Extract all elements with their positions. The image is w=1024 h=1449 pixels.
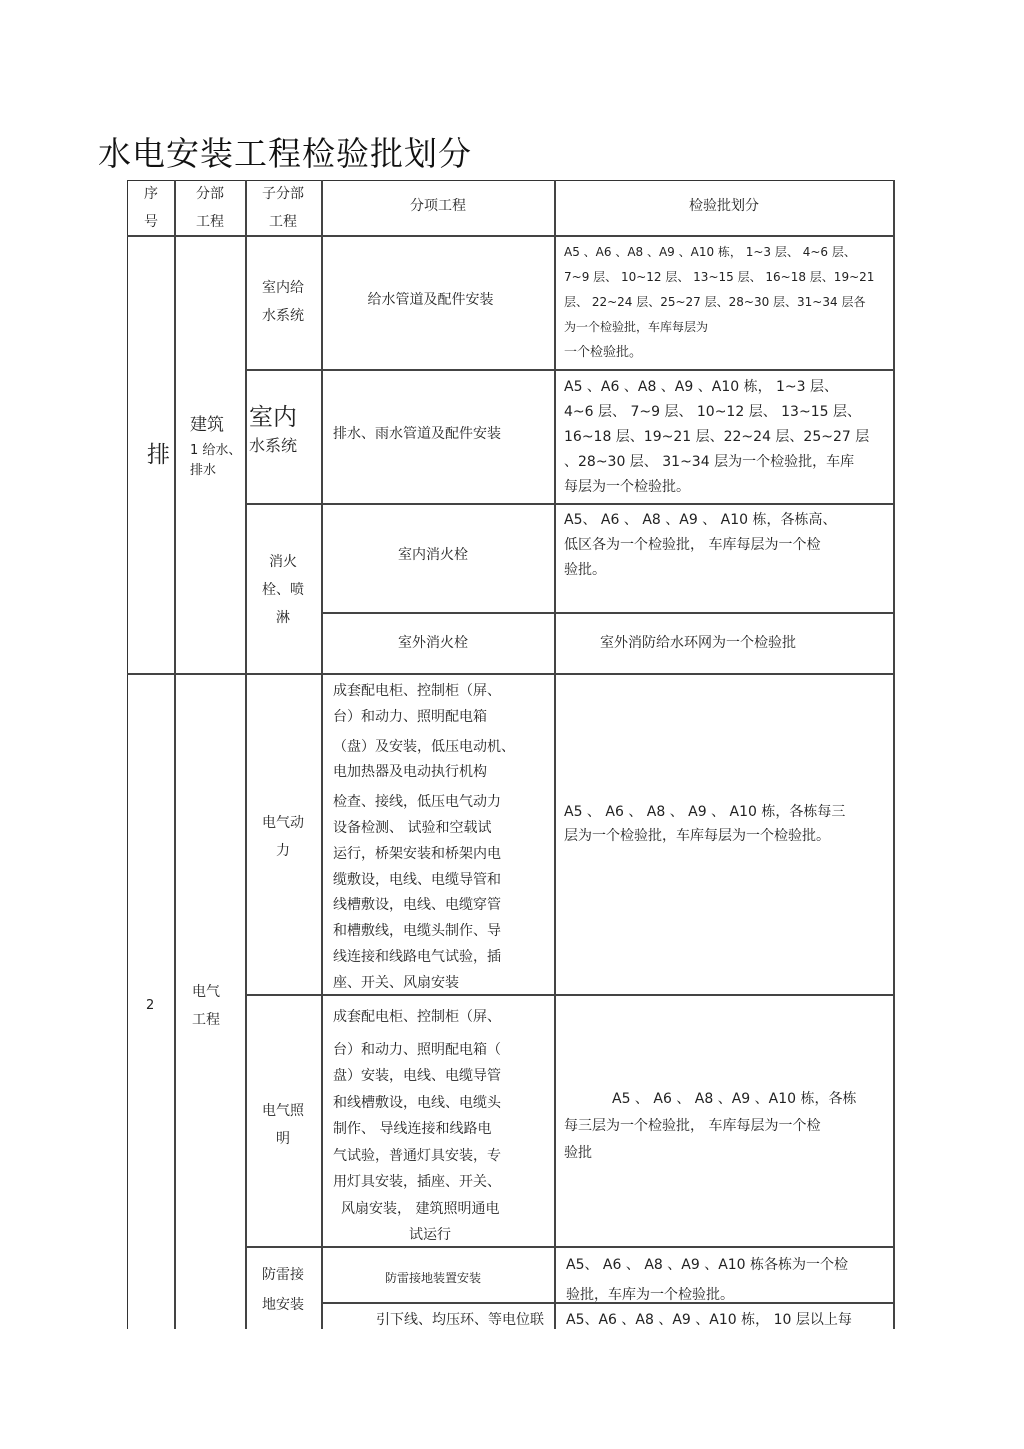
col-line [245,180,247,1329]
row-line [245,503,894,505]
subdivision-cell: 防雷接 地安装 [262,1267,304,1313]
item-cell: 成套配电柜、控制柜（屏、 台）和动力、照明配电箱 （盘）及安装，低压电动机、 电加热器及电动执行机构 检查、接线，低压电气动力 设备检测、 试验和空载试 运行，桥架安装和桥架内电 缆敷设，电线、电缆导管和 线槽敷设，电线、电缆穿管 和槽敷线，电缆头制作、导 线连接和线路电气试验，插 座、开关、风扇安装 [333,683,515,991]
batch-cell: A5 、 A6 、 A8 、 A9 、 A10 栋，各栋每三 层为一个检验批，车库每层为一个检验批。 [564,804,846,844]
batch-cell: A5 、A6 、A8 、A9 、A10 栋， 1~3 层、 4~6 层、 7~9 层、 10~12 层、 13~15 层、 16~18 层、19~21 层、 22~24 层、25~27 层、28~30 层、31~34 层各 为一个检验批，车库每层为 一个检验批。 [564,245,875,360]
section-seq: 2 [146,998,155,1013]
batch-cell: 室外消防给水环网为一个检验批 [600,635,796,651]
batch-cell: A5、 A6 、 A8 、A9 、 A10 栋，各栋高、 低区各为一个检验批， 车库每层为一个检 验批。 [564,512,837,578]
section-division: 建筑 1 给水、 排水 [190,415,242,478]
page-title: 水电安装工程检验批划分 [98,134,472,173]
item-cell: 防雷接地装置安装 [384,1271,481,1285]
row-line [245,369,894,371]
header-division: 分部 工程 [196,186,224,230]
header-item: 分项工程 [410,198,466,214]
header-seq: 序 号 [144,186,158,230]
batch-cell: A5 、 A6 、 A8 、A9 、A10 栋，各栋 每三层为一个检验批， 车库每层为一个检 验批 [564,1091,857,1161]
col-line [321,180,323,1329]
subdivision-cell: 消火 栓、喷 淋 [262,554,304,626]
item-cell: 室内消火栓 [398,547,468,563]
subdivision-cell: 室内 水系统 [249,403,298,455]
col-line [554,180,556,1329]
header-subdivision: 子分部 工程 [262,186,304,230]
item-cell: 排水、雨水管道及配件安装 [333,426,501,442]
item-cell: 室外消火栓 [398,635,468,651]
subdivision-cell: 电气照 明 [262,1103,304,1147]
col-line [893,180,895,1329]
batch-cell: A5、 A6 、 A8 、A9 、A10 栋各栋为一个检 验批，车库为一个检验批。 [566,1257,849,1303]
batch-cell: A5 、A6 、A8 、A9 、A10 栋， 1~3 层、 4~6 层、 7~9 层、 10~12 层、 13~15 层、 16~18 层、19~21 层、22~24 层、25~27 层 、28~30 层、 31~34 层为一个检验批，车库 每层为一个检验批。 [564,379,870,495]
subdivision-cell: 室内给 水系统 [262,280,304,324]
item-cell: 给水管道及配件安装 [367,292,494,308]
section-line [127,673,894,675]
section-seq: 排 [147,442,170,468]
row-line [322,612,894,614]
col-line [174,180,176,1329]
header-batch: 检验批划分 [689,198,759,214]
batch-cell: A5、A6 、A8 、A9 、A10 栋， 10 层以上每 [566,1312,852,1328]
item-cell: 引下线、均压环、等电位联 [376,1312,544,1328]
subdivision-cell: 电气动 力 [262,815,304,859]
item-cell: 成套配电柜、控制柜（屏、 台）和动力、照明配电箱（ 盘）安装，电线、电缆导管 和线槽敷设，电线、电缆头 制作、 导线连接和线路电 气试验，普通灯具安装，专 用灯具安装，插座、开关、 风扇安装， 建筑照明通电 试运行 [333,1009,501,1243]
section-division: 电气 工程 [192,984,220,1028]
header-bottom-line [127,235,894,237]
